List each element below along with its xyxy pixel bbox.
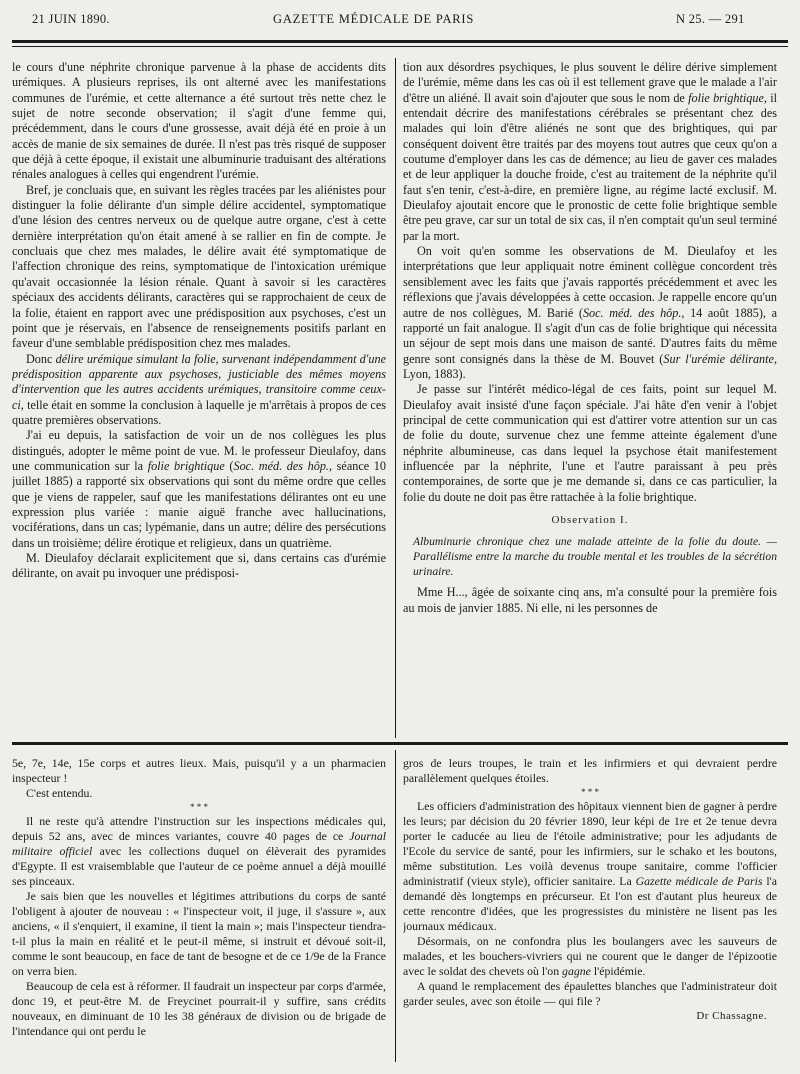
column-divider: [395, 58, 396, 738]
bottom-right-column: [403, 756, 777, 1056]
paragraph: A quand le remplacement des épaulettes blanches que l'administrateur doit garder seules, avec son étoile — qui file ?: [403, 979, 777, 1008]
paragraph: 5e, 7e, 14e, 15e corps et autres lieux. Mais, puisqu'il y a un pharmacien inspecteur !: [12, 756, 386, 785]
page-number: N 25. — 291: [676, 12, 745, 26]
page-header: [0, 10, 800, 32]
paragraph: Les officiers d'administration des hôpitaux viennent bien de gagner à perdre les leurs; par décision du 20 février 1890, leur képi de 1re et 2e tenue devra porter le caducée au lieu de l'étoile administrative; pour les adjudants de l'Ecole du service de santé, pour les infirmiers, sur le schako et les boutons, même substitution. Les voilà devenus troupe sanitaire, comme l'officier administratif (vieux style), officier sanitaire. La Gazette médicale de Paris l'a demandé dès longtemps en précurseur. Et l'on est d'autant plus heureux de cette rencontre d'idées, que les progressistes du ministère ne lisent pas les journaux médicaux.: [403, 799, 777, 933]
section-stars: * * *: [190, 802, 208, 812]
paragraph: Bref, je concluais que, en suivant les règles tracées par les aliénistes pour distinguer la folie délirante d'un simple délire accidentel, symptomatique d'une lésion des centres nerveux ou de quelque autre organe, c'est à cette dernière interprétation qu'on était amené à se rallier en fin de compte. Je concluais que chez mes malades, le délire avait été symptomatique de l'affection chronique des reins, symptomatique de l'intoxication urémique qu'avait occasionnée la lésion rénale. Quant à savoir si les caractères spéciaux des accidents délirants, caractères qui se rapprochaient de ceux de la folie, étaient en rapport avec une prédisposition aux psychoses, c'est un point que je réservais, en l'absence de renseignements positifs parlant en faveur d'une semblable prédisposition chez mes malades.: [12, 182, 386, 351]
paragraph: Désormais, on ne confondra plus les boulangers avec les sauveurs de malades, et les bouchers-vivriers qui ne courent que le danger de l'épizootie avec le soldat des chevets où l'on gagne l'épidémie.: [403, 934, 777, 978]
paragraph: Beaucoup de cela est à réformer. Il faudrait un inspecteur par corps d'armée, donc 19, et peut-être M. de Freycinet pourrait-il y suffire, sans crédits nouveaux, en diminuant de 10 les 38 généraux de division ou de brigade de l'intendance qui ont perdu le: [12, 979, 386, 1038]
paragraph: Il ne reste qu'à attendre l'instruction sur les inspections médicales qui, depuis 52 ans, avec de minces variantes, couvre 40 pages de ce Journal militaire officiel avec les collections duquel on élèverait des pyramides d'Egypte. Il est vraisemblable que l'auteur de ce poème annuel a déjà mouillé ses pinceaux.: [12, 814, 386, 888]
section-stars: * * *: [581, 787, 599, 797]
journal-title: GAZETTE MÉDICALE DE PARIS: [273, 12, 475, 26]
issue-date: 21 JUIN 1890.: [32, 12, 110, 26]
header-rule-thin: [12, 46, 788, 47]
bottom-left-column: [12, 756, 386, 1056]
observation-title: Observation I.: [551, 513, 629, 526]
paragraph: Mme H..., âgée de soixante cinq ans, m'a consulté pour la première fois au mois de janvier 1885. Ni elle, ni les personnes de: [403, 585, 777, 615]
author-signature: Dr Chassagne.: [696, 1010, 767, 1022]
paragraph: J'ai eu depuis, la satisfaction de voir un de nos collègues les plus distingués, adopter le même point de vue. M. le professeur Dieulafoy, dans une communication sur la folie brightique (Soc. méd. des hôp., séance 10 juillet 1885) a rapporté six observations qui sont du même ordre que celles que je viens de rappeler, sauf que les manifestations délirantes ont eu une expression plus variée : manie aiguë franche avec hallucinations, vociférations, dans un cas; lypémanie, dans un autre; délire des persécutions dans un troisième; délire érotique et religieux, dans un quatrième.: [12, 428, 386, 550]
paragraph: gros de leurs troupes, le train et les infirmiers et qui devraient perdre parallèlement quelques étoiles.: [403, 756, 777, 785]
section-rule: [12, 742, 788, 745]
top-left-column: [12, 60, 386, 732]
paragraph: Donc délire urémique simulant la folie, survenant indépendamment d'une prédisposition apparente aux psychoses, justiciable des mêmes moyens d'intervention que les autres accidents urémiques, transitoire comme ceux-ci, telle était en somme la conclusion à laquelle je m'arrêtais à propos de ces quatre premières observations.: [12, 351, 386, 427]
paragraph: Je sais bien que les nouvelles et légitimes attributions du corps de santé l'obligent à ajouter de nouveau : « l'inspecteur voit, il juge, il s'assure », aux anciens, « il s'enquiert, il examine, il tient la main »; mais l'inspecteur tiendra-t-il plus la main en réalité et le peut-il même, si instruit et dévoué soit-il, comme le sont beaucoup, en face de tant de besogne et de ce 1/9e de la France on verra bien.: [12, 889, 386, 978]
paragraph: C'est entendu.: [26, 786, 93, 800]
paragraph: Je passe sur l'intérêt médico-légal de ces faits, point sur lequel M. Dieulafoy avait insisté d'une façon spéciale. J'ai hâte d'en venir à l'objet principal de cette communication qui est d'attirer votre attention sur un cas de folie du doute, survenue chez une femme atteinte également d'une néphrite albumineuse, cas dans lequel la psychose était manifestement influencée par la néphrite, l'une et l'autre paraissant à peu près contemporaines, de sorte que je me demande si, dans ce cas particulier, la folie du doute ne doit pas être rattachée à la folie brightique.: [403, 382, 777, 504]
header-rule: [12, 40, 788, 43]
observation-abstract: Albuminurie chronique chez une malade atteinte de la folie du doute. — Parallélisme entre la marche du trouble mental et les troubles de la sécrétion urinaire.: [413, 535, 777, 579]
top-right-column: [403, 60, 777, 732]
paragraph: tion aux désordres psychiques, le plus souvent le délire dérive simplement de l'urémie, même dans les cas où il est tellement grave que le malade a l'air d'être un aliéné. Il avait soin d'ajouter que sous le nom de folie brightique, il entendait décrire des manifestations cérébrales se présentant chez des malades qui loin d'être aliénés ne sont que des brightiques, qui par conséquent doivent être traités par des moyens tout autres que ceux qu'on a coutume d'employer dans les cas de démence; au lieu de gaver ces malades et de leur appliquer la douche froide, c'est au traitement de la néphrite qu'il faut s'en tenir, c'est-à-dire, en première ligne, au régime lacté exclusif. M. Dieulafoy ajoutait encore que le pronostic de cette folie brightique semble être peu grave, car sur un total de six cas, il n'en comptait qu'un seul terminé par la mort.: [403, 60, 777, 243]
paragraph: M. Dieulafoy déclarait explicitement que si, dans certains cas d'urémie délirante, on avait pu invoquer une prédisposi-: [12, 551, 386, 581]
paragraph: le cours d'une néphrite chronique parvenue à la phase de accidents dits urémiques. A plusieurs reprises, ils ont alterné avec les manifestations communes de l'urémie, et cette alternance a été surtout très nette chez le sujet de notre seconde observation; il s'agit d'une femme qui, précédemment, dans le cours d'une grossesse, avait déjà été en proie à un accès de manie de six semaines de durée. Il n'est pas très risqué de supposer que déjà à cette époque, il existait une albuminurie traduisant des altérations rénales analogues à celles qui engendrent l'urémie.: [12, 60, 386, 182]
column-divider: [395, 750, 396, 1062]
paragraph: On voit qu'en somme les observations de M. Dieulafoy et les interprétations que leur appliquait notre éminent collègue concordent très sensiblement avec les faits que j'avais rapportés précédemment et avec les réflexions que j'avais développées à cette occasion. Je rappelle encore qu'un autre de nos collègues, M. Barié (Soc. méd. des hôp., 14 août 1885), a rapporté un fait analogue. Il s'agit d'un cas de folie brightique qui nécessita un séjour de sept mois dans une maison de santé. D'autres faits du même genre sont consignés dans la thèse de M. Bouvet (Sur l'urémie délirante, Lyon, 1883).: [403, 244, 777, 381]
